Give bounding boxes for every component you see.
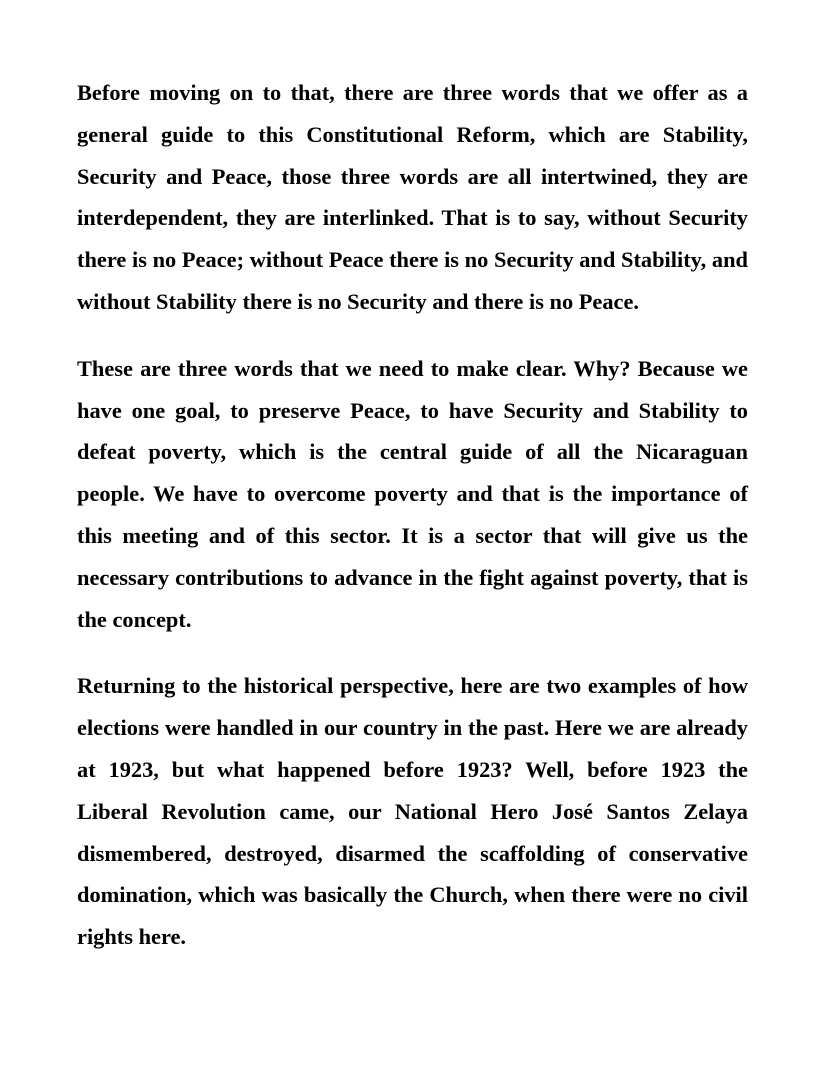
document-page xyxy=(77,72,748,983)
paragraph-defeat-poverty: These are three words that we need to make clear. Why? Because we have one goal, to preserve Peace, to have Security and Stability to defeat poverty, which is the central guide of all the Nicaraguan people. We have to overcome poverty and that is the importance of this meeting and of this sector. It is a sector that will give us the necessary contributions to advance in the fight against poverty, that is the concept. xyxy=(77,355,748,632)
paragraph-historical-perspective: Returning to the historical perspective, here are two examples of how elections were handled in our country in the past. Here we are already at 1923, but what happened before 1923? Well, before 1923 the Liberal Revolution came, our National Hero José Santos Zelaya dismembered, destroyed, disarmed the scaffolding of conservative domination, which was basically the Church, when there were no civil rights here. xyxy=(77,673,748,950)
paragraph-stability-security-peace: Before moving on to that, there are three words that we offer as a general guide to this Constitutional Reform, which are Stability, Security and Peace, those three words are all intertwined, they are interdependent, they are interlinked. That is to say, without Security there is no Peace; without Peace there is no Security and Stability, and without Stability there is no Security and there is no Peace. xyxy=(77,80,748,314)
